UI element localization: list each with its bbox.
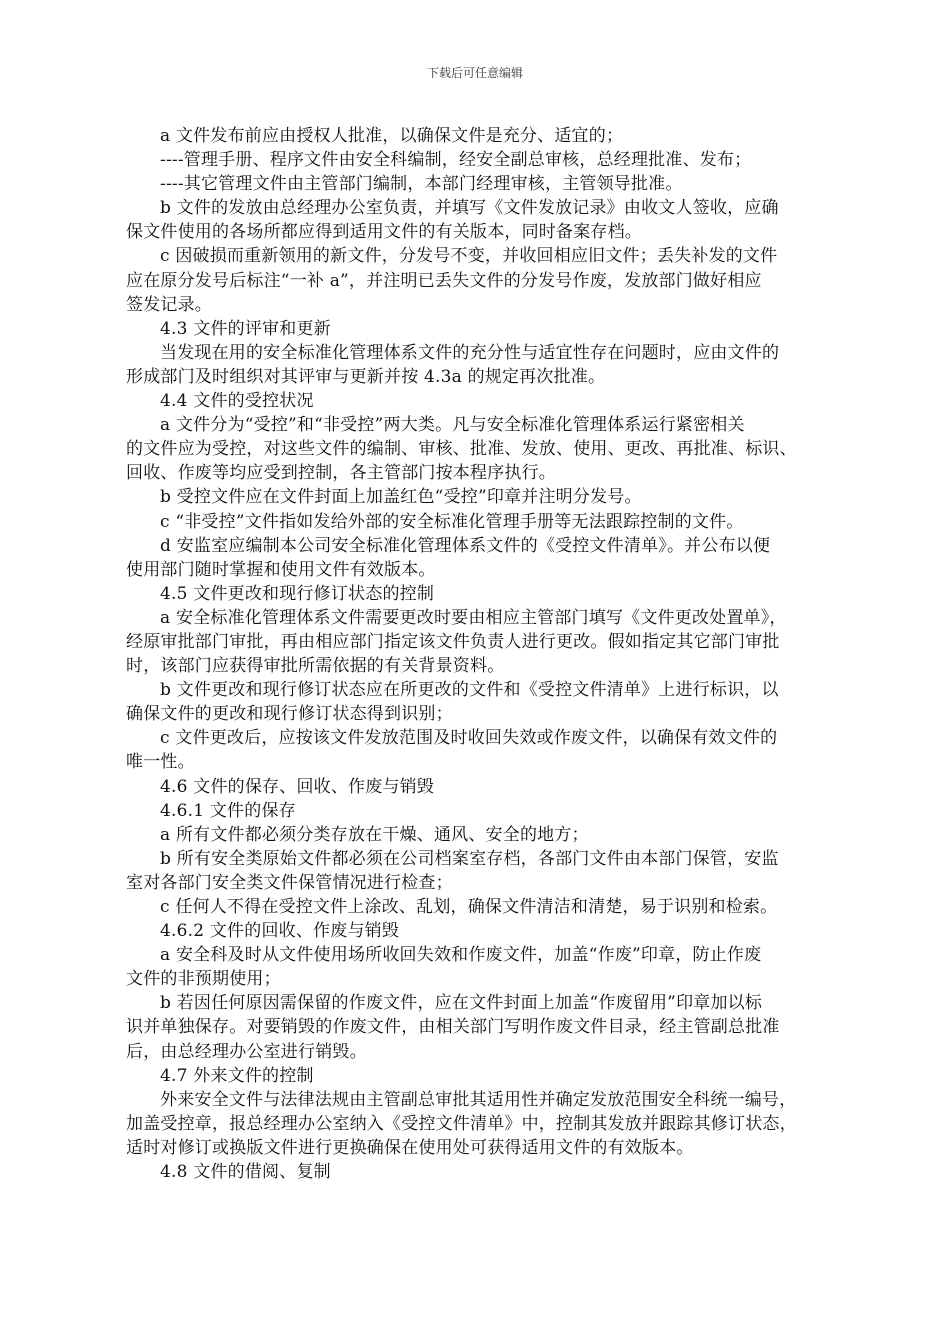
text-line: 应在原分发号后标注“一补 a”，并注明已丢失文件的分发号作废，发放部门做好相应 [126,270,762,291]
text-line: b 若因任何原因需保留的作废文件，应在文件封面上加盖“作废留用”印章加以标 [160,993,763,1014]
text-line: a 文件发布前应由授权人批准，以确保文件是充分、适宜的； [160,126,624,146]
text-line: 4.4 文件的受控状况 [160,391,314,412]
text-line: c “非受控”文件指如发给外部的安全标准化管理手册等无法跟踪控制的文件。 [160,511,744,532]
text-line: 适时对修订或换版文件进行更换确保在使用处可获得适用文件的有效版本。 [126,1137,694,1158]
text-line: c 文件更改后，应按该文件发放范围及时收回失效或作废文件，以确保有效文件的 [160,728,778,749]
text-line: 使用部门随时掌握和使用文件有效版本。 [126,559,436,580]
text-line: 4.5 文件更改和现行修订状态的控制 [160,583,435,604]
text-line: 时，该部门应获得审批所需依据的有关背景资料。 [126,656,505,677]
text-line: 签发记录。 [126,294,212,315]
text-line: a 文件分为“受控”和“非受控”两大类。凡与安全标准化管理体系运行紧密相关 [160,415,745,436]
text-line: a 所有文件都必须分类存放在干燥、通风、安全的地方； [160,824,589,845]
text-line: 形成部门及时组织对其评审与更新并按 4.3a 的规定再次批准。 [126,366,606,387]
text-line: a 安全标准化管理体系文件需要更改时要由相应主管部门填写《文件更改处置单》， [160,607,787,628]
document-body [126,124,866,1184]
text-line: 的文件应为受控，对这些文件的编制、审核、批准、发放、使用、更改、再批准、标识、 [126,439,797,460]
text-line: 识并单独保存。对要销毁的作废文件，由相关部门写明作废文件目录，经主管副总批准 [126,1017,780,1038]
text-line: a 安全科及时从文件使用场所收回失效和作废文件，加盖“作废”印章，防止作废 [160,945,762,966]
text-line: b 文件的发放由总经理办公室负责，并填写《文件发放记录》由收文人签收，应确 [160,198,779,219]
text-line: 文件的非预期使用； [126,969,281,990]
text-line: b 受控文件应在文件封面上加盖红色“受控”印章并注明分发号。 [160,487,642,508]
text-line: 加盖受控章，报总经理办公室纳入《受控文件清单》中，控制其发放并跟踪其修订状态， [126,1113,797,1134]
text-line: 外来安全文件与法律法规由主管副总审批其适用性并确定发放范围安全科统一编号， [160,1089,797,1110]
text-line: 回收、作废等均应受到控制，各主管部门按本程序执行。 [126,463,556,484]
text-line: d 安监室应编制本公司安全标准化管理体系文件的《受控文件清单》。并公布以便 [160,535,771,556]
text-line: ----管理手册、程序文件由安全科编制，经安全副总审核，总经理批准、发布； [160,150,752,171]
text-line: 4.6.2 文件的回收、作废与销毁 [160,921,400,942]
text-line: 4.8 文件的借阅、复制 [160,1162,331,1183]
text-line: 当发现在用的安全标准化管理体系文件的充分性与适宜性存在问题时，应由文件的 [160,342,780,363]
text-line: 4.6.1 文件的保存 [160,800,296,821]
text-line: 4.7 外来文件的控制 [160,1065,314,1086]
text-line: ----其它管理文件由主管部门编制，本部门经理审核，主管领导批准。 [160,174,683,195]
text-line: 经原审批部门审批，再由相应部门指定该文件负责人进行更改。假如指定其它部门审批 [126,631,780,652]
text-line: 室对各部门安全类文件保管情况进行检查； [126,872,453,893]
text-line: 4.6 文件的保存、回收、作废与销毁 [160,776,435,797]
text-line: 4.3 文件的评审和更新 [160,318,331,339]
text-line: 后，由总经理办公室进行销毁。 [126,1041,367,1062]
text-line: 唯一性。 [126,752,195,773]
text-line: 确保文件的更改和现行修订状态得到识别； [126,704,453,725]
text-line: 保文件使用的各场所都应得到适用文件的有关版本，同时备案存档。 [126,222,642,243]
page-header: 下载后可任意编辑 [426,66,523,80]
text-line: c 任何人不得在受控文件上涂改、乱划，确保文件清洁和清楚，易于识别和检索。 [160,897,778,917]
text-line: b 所有安全类原始文件都必须在公司档案室存档，各部门文件由本部门保管，安监 [160,848,779,869]
text-line: c 因破损而重新领用的新文件，分发号不变，并收回相应旧文件；丢失补发的文件 [160,246,778,267]
text-line: b 文件更改和现行修订状态应在所更改的文件和《受控文件清单》上进行标识，以 [160,680,779,701]
